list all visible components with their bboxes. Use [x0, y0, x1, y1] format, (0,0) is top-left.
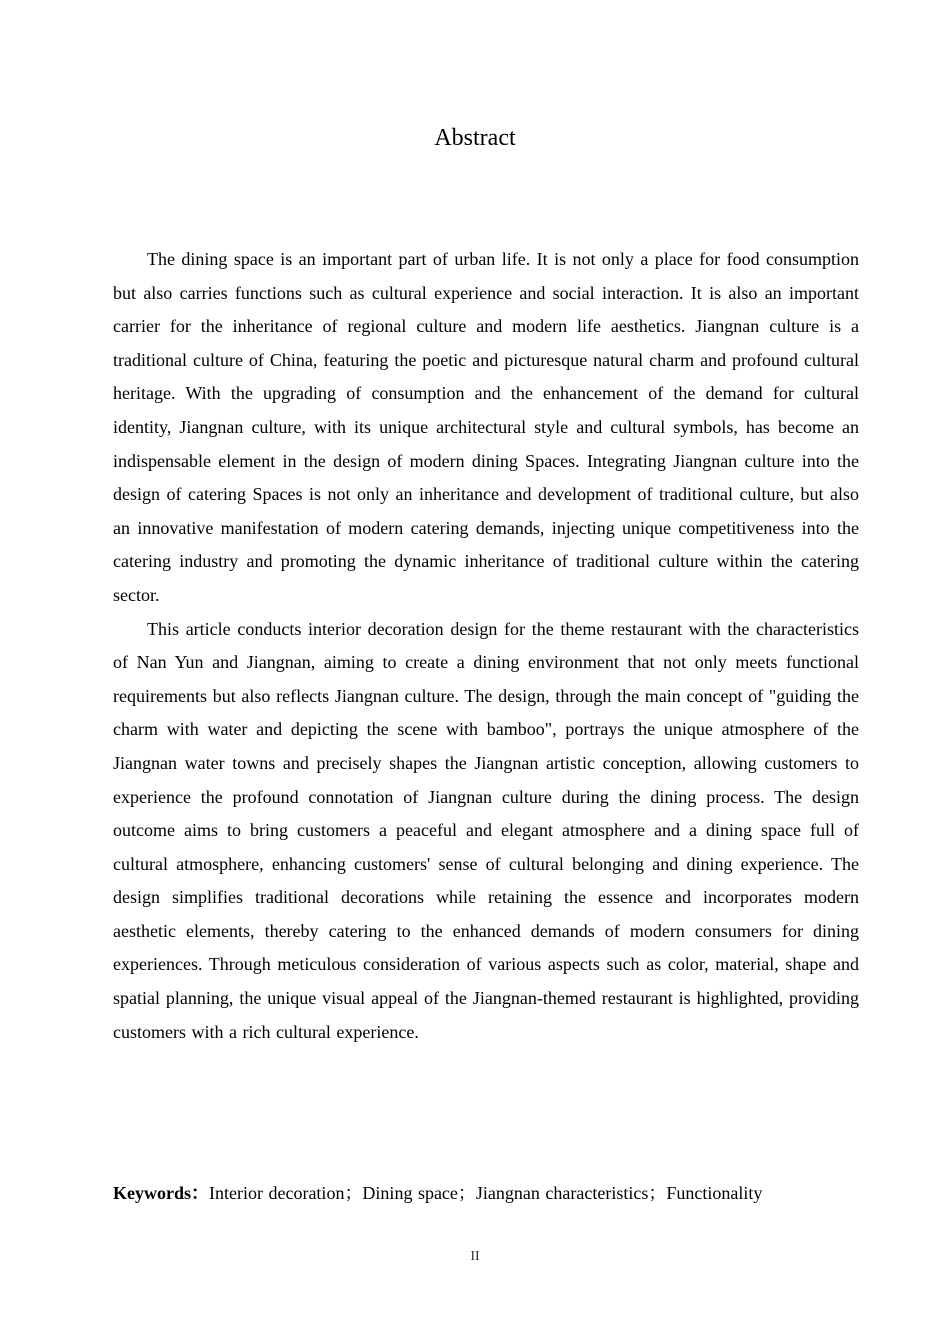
- keywords-label: Keywords：: [113, 1183, 209, 1203]
- keywords-line: [113, 1177, 859, 1210]
- abstract-body: [113, 243, 859, 1049]
- page-number: II: [470, 1249, 480, 1264]
- keywords-text: Interior decoration；Dining space；Jiangnan characteristics；Functionality: [209, 1183, 763, 1203]
- abstract-paragraph-1: The dining space is an important part of urban life. It is not only a place for food consumption but also carries functions such as cultural experience and social interaction. It is also an important carrier for the inheritance of regional culture and modern life aesthetics. Jiangnan culture is a traditional culture of China, featuring the poetic and picturesque natural charm and profound cultural heritage. With the upgrading of consumption and the enhancement of the demand for cultural identity, Jiangnan culture, with its unique architectural style and cultural symbols, has become an indispensable element in the design of modern dining Spaces. Integrating Jiangnan culture into the design of catering Spaces is not only an inheritance and development of traditional culture, but also an innovative manifestation of modern catering demands, injecting unique competitiveness into the catering industry and promoting the dynamic inheritance of traditional culture within the catering sector.: [113, 249, 859, 605]
- abstract-paragraph-2: This article conducts interior decoration design for the theme restaurant with the characteristics of Nan Yun and Jiangnan, aiming to create a dining environment that not only meets functional requirements but also reflects Jiangnan culture. The design, through the main concept of "guiding the charm with water and depicting the scene with bamboo", portrays the unique atmosphere of the Jiangnan water towns and precisely shapes the Jiangnan artistic conception, allowing customers to experience the profound connotation of Jiangnan culture during the dining process. The design outcome aims to bring customers a peaceful and elegant atmosphere and a dining space full of cultural atmosphere, enhancing customers' sense of cultural belonging and dining experience. The design simplifies traditional decorations while retaining the essence and incorporates modern aesthetic elements, thereby catering to the enhanced demands of modern consumers for dining experiences. Through meticulous consideration of various aspects such as color, material, shape and spatial planning, the unique visual appeal of the Jiangnan-themed restaurant is highlighted, providing customers with a rich cultural experience.: [113, 618, 859, 1042]
- page-title: Abstract: [434, 125, 516, 151]
